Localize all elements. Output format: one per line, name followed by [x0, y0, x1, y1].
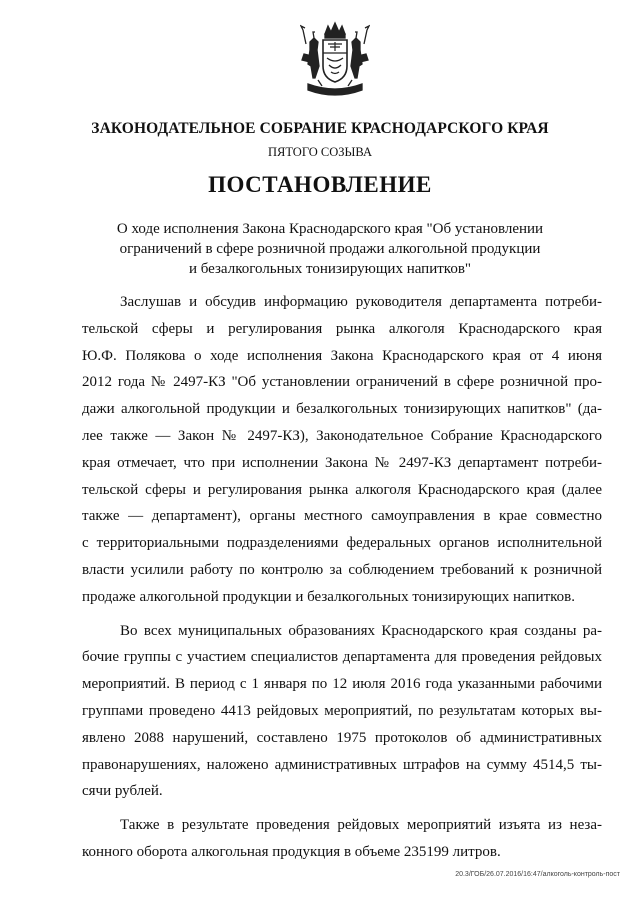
coat-of-arms-icon: [300, 20, 370, 102]
subject-line: ограничений в сфере розничной продажи алкогольной продукции: [119, 241, 541, 257]
paragraph-line: Заслушав и обсудив информацию руководителя департамента потреби-: [120, 294, 602, 310]
paragraph: [82, 618, 602, 806]
document-type-title: ПОСТАНОВЛЕНИЕ: [208, 172, 432, 197]
paragraph-line: также — департамент), органы местного самоуправления в крае совместно: [82, 508, 602, 525]
paragraph-line: правонарушениях, наложено административных штрафов на сумму 4514,5 ты-: [82, 756, 602, 773]
paragraph-line: края отмечает, что при исполнении Закона № 2497-КЗ департамент потреби-: [82, 454, 602, 471]
convocation-label: ПЯТОГО СОЗЫВА: [267, 145, 373, 159]
paragraph-line: дажи алкогольной продукции и безалкогольных тонизирующих напитков" (да-: [82, 401, 602, 418]
subject-line: О ходе исполнения Закона Краснодарского края "Об установлении: [116, 221, 544, 237]
paragraph: [82, 812, 602, 866]
document-subject: [110, 219, 550, 279]
paragraph-line: группами проведено 4413 рейдовых мероприятий, по результатам которых вы-: [82, 702, 602, 719]
paragraph-line: тельской сферы и регулирования рынка алкоголя Краснодарского края (далее: [82, 481, 602, 498]
paragraph-line: Ю.Ф. Полякова о ходе исполнения Закона Краснодарского края от 4 июня: [82, 347, 602, 364]
paragraph-line: лее также — Закон № 2497-КЗ), Законодательное Собрание Краснодарского: [82, 427, 602, 444]
paragraph-line: продаже алкогольной продукции и безалкогольных тонизирующих напитков.: [82, 588, 576, 605]
paragraph-line: Во всех муниципальных образованиях Краснодарского края созданы ра-: [120, 622, 602, 639]
paragraph-line: мероприятий. В период с 1 января по 12 июля 2016 года указанными рабочими: [82, 676, 602, 693]
subject-line: и безалкогольных тонизирующих напитков": [188, 261, 472, 277]
paragraph-line: с территориальными подразделениями федеральных органов исполнительной: [82, 535, 602, 552]
footer-file-path: 20.3/ГОБ/26.07.2016/16:47/алкоголь-контроль-пост: [455, 871, 620, 878]
document-body: [82, 289, 602, 866]
paragraph-line: Также в результате проведения рейдовых мероприятий изъята из неза-: [120, 817, 602, 834]
paragraph-line: явлено 2088 нарушений, составлено 1975 протоколов об административных: [82, 729, 602, 746]
paragraph-line: бочие группы с участием специалистов департамента для проведения рейдовых: [82, 649, 602, 666]
paragraph-line: 2012 года № 2497-КЗ "Об установлении ограничений в сфере розничной про-: [82, 374, 602, 391]
paragraph-line: сячи рублей.: [82, 783, 163, 800]
paragraph-line: власти усилили работу по контролю за соблюдением требований к розничной: [82, 561, 602, 578]
paragraph-line: тельской сферы и регулирования рынка алкоголя Краснодарского края: [82, 320, 602, 337]
paragraph: [82, 289, 602, 611]
paragraph-line: конного оборота алкогольная продукция в объеме 235199 литров.: [82, 843, 501, 860]
organization-title: ЗАКОНОДАТЕЛЬНОЕ СОБРАНИЕ КРАСНОДАРСКОГО КРАЯ: [91, 120, 549, 137]
